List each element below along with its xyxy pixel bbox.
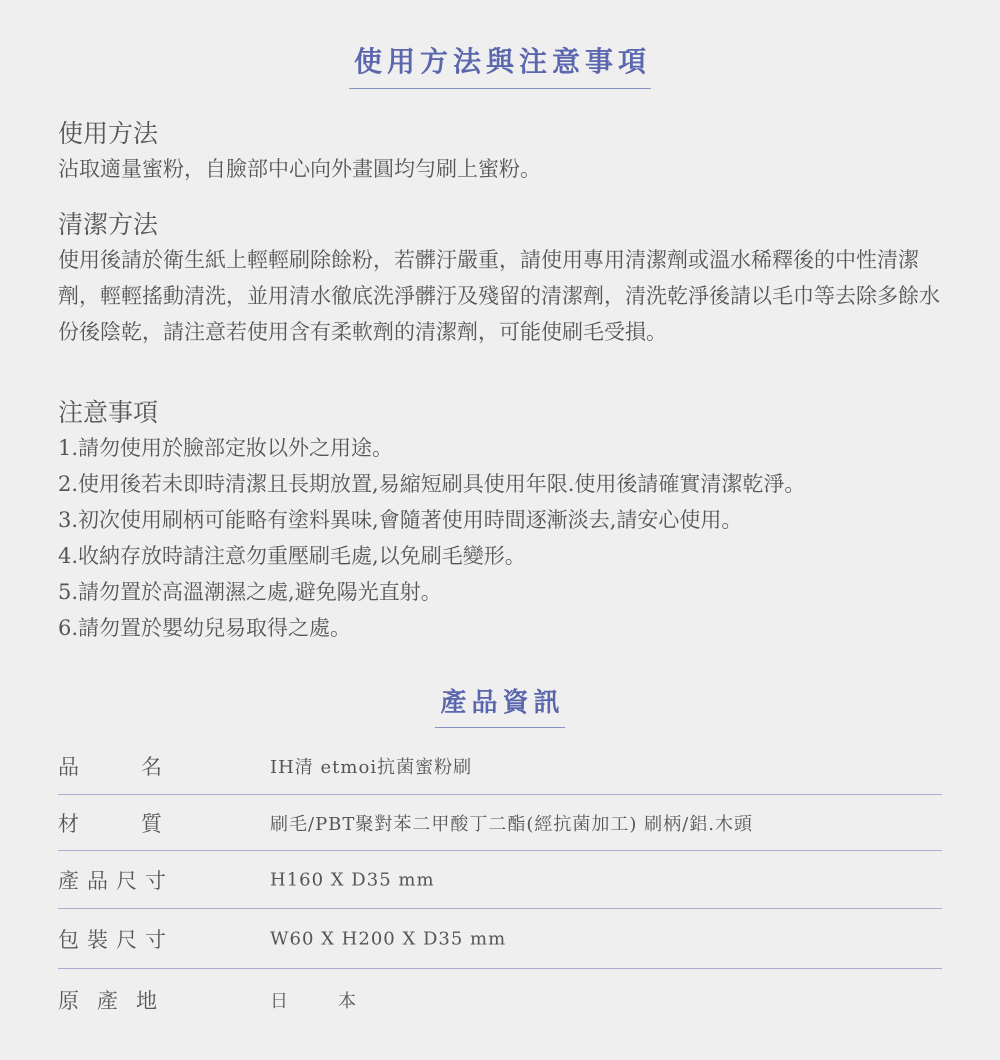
spec-value: H160 X D35 mm	[270, 869, 435, 890]
spec-row-material	[58, 795, 942, 851]
spec-label: 材質	[58, 811, 224, 836]
spec-label: 原產地	[58, 989, 175, 1013]
spec-label: 品名	[58, 754, 224, 779]
spec-value: 日本	[270, 991, 406, 1012]
cleaning-method-heading: 清潔方法	[58, 210, 159, 239]
caution-item: 2.使用後若未即時清潔且長期放置,易縮短刷具使用年限.使用後請確實清潔乾淨。	[58, 472, 806, 496]
usage-section-title-text: 使用方法與注意事項	[349, 40, 651, 89]
cleaning-method-block	[58, 208, 948, 350]
usage-method-heading: 使用方法	[58, 119, 159, 148]
product-spec-table	[58, 737, 942, 1031]
spec-value: W60 X H200 X D35 mm	[270, 928, 507, 949]
spec-label: 包裝尺寸	[58, 927, 174, 952]
usage-method-block	[58, 117, 948, 187]
caution-block	[58, 396, 948, 646]
caution-list	[58, 430, 948, 646]
spec-row-product-name	[58, 737, 942, 795]
caution-item: 4.收納存放時請注意勿重壓刷毛處,以免刷毛變形。	[58, 544, 526, 568]
spec-label: 產品尺寸	[58, 868, 174, 893]
product-section-title-text: 產品資訊	[435, 682, 564, 728]
usage-section-title	[0, 40, 1000, 89]
spec-row-package-size	[58, 909, 942, 969]
caution-heading: 注意事項	[58, 398, 159, 427]
usage-method-text: 沾取適量蜜粉，自臉部中心向外畫圓均勻刷上蜜粉。	[58, 157, 541, 181]
spec-value: IH清 etmoi抗菌蜜粉刷	[270, 756, 473, 778]
spec-value: 刷毛/PBT聚對苯二甲酸丁二酯(經抗菌加工) 刷柄/鋁.木頭	[270, 813, 753, 835]
product-section-title	[0, 682, 1000, 728]
spec-row-product-size	[58, 851, 942, 909]
spec-row-origin	[58, 969, 942, 1031]
caution-item: 1.請勿使用於臉部定妝以外之用途。	[58, 436, 394, 460]
caution-item: 6.請勿置於嬰幼兒易取得之處。	[58, 616, 352, 640]
caution-item: 5.請勿置於高溫潮濕之處,避免陽光直射。	[58, 580, 442, 604]
cleaning-method-text: 使用後請於衛生紙上輕輕刷除餘粉，若髒汙嚴重，請使用專用清潔劑或溫水稀釋後的中性清潔劑，輕輕搖動清洗，並用清水徹底洗淨髒汙及殘留的清潔劑，清洗乾淨後請以毛巾等去除多餘水份後陰乾，請注意若使用含有柔軟劑的清潔劑，可能使刷毛受損。	[58, 248, 940, 344]
caution-item: 3.初次使用刷柄可能略有塗料異味,會隨著使用時間逐漸淡去,請安心使用。	[58, 508, 743, 532]
